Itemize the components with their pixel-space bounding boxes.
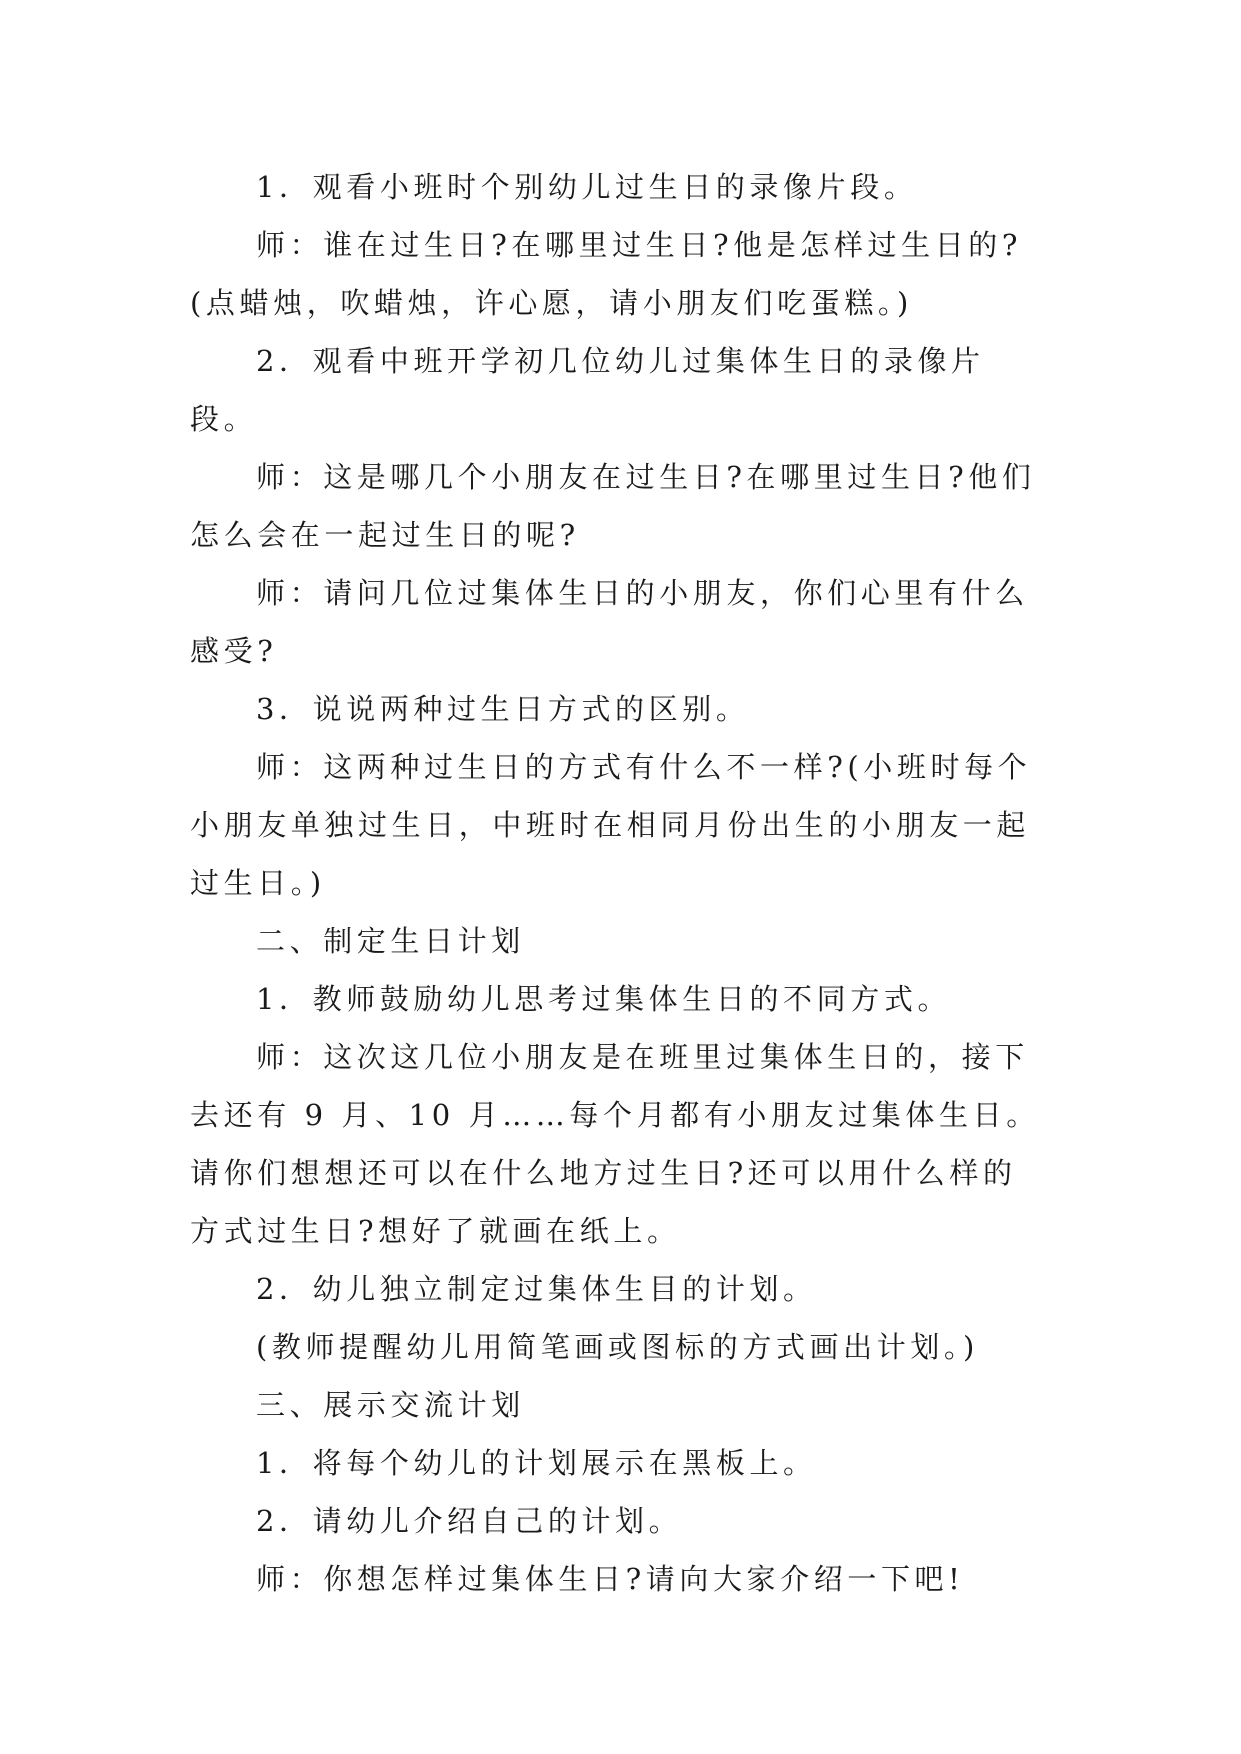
paragraph-10: 师：这次这几位小朋友是在班里过集体生日的，接下去还有 9 月、10 月……每个月都有小朋友过集体生日。请你们想想还可以在什么地方过生日?还可以用什么样的方式过生日?想好了就画在纸上。 xyxy=(190,1040,1040,1248)
paragraph-16: 师：你想怎样过集体生日?请向大家介绍一下吧! xyxy=(256,1562,965,1596)
document-body xyxy=(190,158,1050,1608)
paragraph-2: 师：谁在过生日?在哪里过生日?他是怎样过生日的?(点蜡烛，吹蜡烛，许心愿，请小朋友们吃蛋糕。) xyxy=(190,228,1023,320)
paragraph-4: 师：这是哪几个小朋友在过生日?在哪里过生日?他们怎么会在一起过生日的呢? xyxy=(190,460,1036,552)
paragraph-6: 3．说说两种过生日方式的区别。 xyxy=(256,692,750,726)
paragraph-9: 1．教师鼓励幼儿思考过集体生日的不同方式。 xyxy=(256,982,952,1016)
paragraph-1: 1．观看小班时个别幼儿过生日的录像片段。 xyxy=(256,170,918,204)
paragraph-7: 师：这两种过生日的方式有什么不一样?(小班时每个小朋友单独过生日，中班时在相同月份出生的小朋友一起过生日。) xyxy=(190,750,1032,900)
paragraph-12: (教师提醒幼儿用简笔画或图标的方式画出计划。) xyxy=(256,1330,979,1364)
paragraph-3: 2．观看中班开学初几位幼儿过集体生日的录像片段。 xyxy=(190,344,985,436)
paragraph-11: 2．幼儿独立制定过集体生目的计划。 xyxy=(256,1272,817,1306)
paragraph-14: 1．将每个幼儿的计划展示在黑板上。 xyxy=(256,1446,817,1480)
paragraph-15: 2．请幼儿介绍自己的计划。 xyxy=(256,1504,683,1538)
paragraph-5: 师：请问几位过集体生日的小朋友，你们心里有什么感受? xyxy=(190,576,1029,668)
section-heading-2: 二、制定生日计划 xyxy=(256,924,525,958)
section-heading-3: 三、展示交流计划 xyxy=(256,1388,525,1422)
